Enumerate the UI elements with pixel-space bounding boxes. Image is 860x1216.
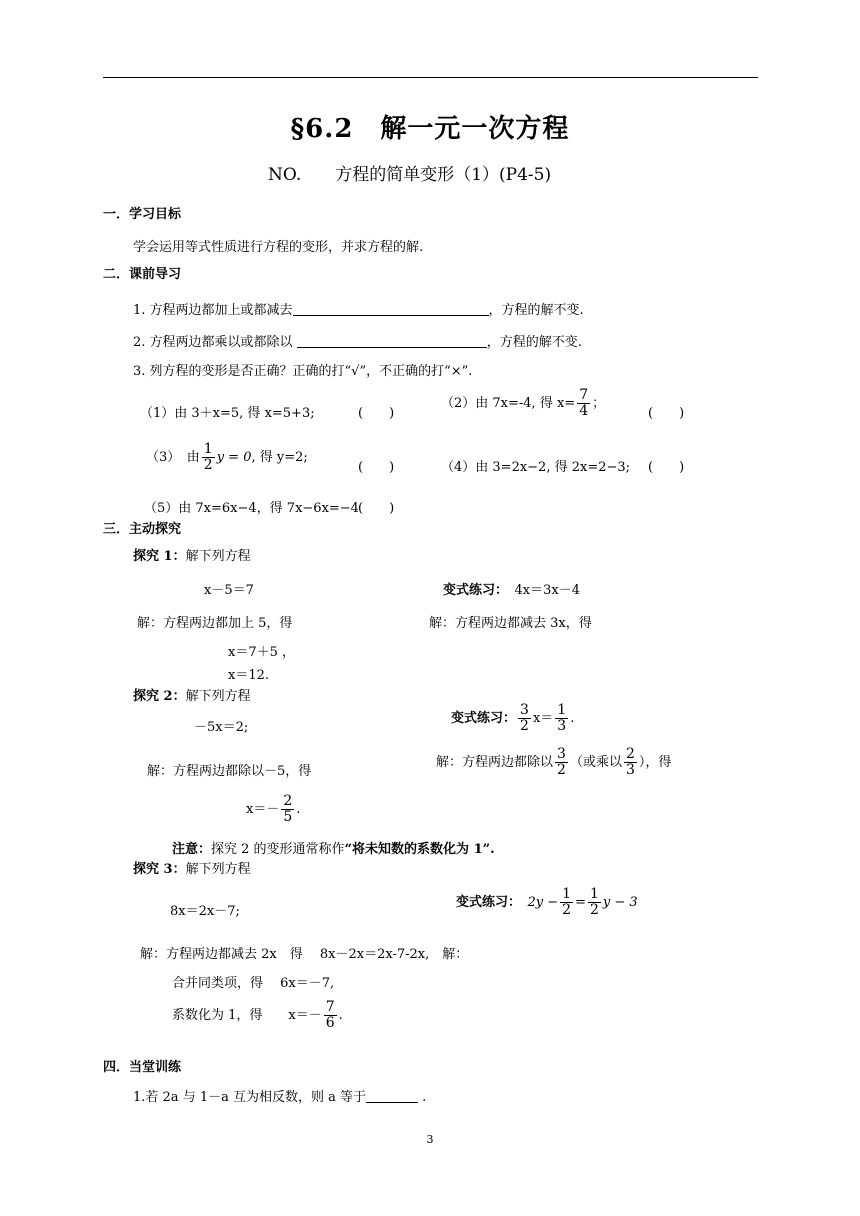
section-heading-preview: 二．课前导习 — [103, 267, 182, 282]
explore-1-equation: x－5＝7 — [204, 583, 254, 598]
problem-1: （1）由 3＋x=5, 得 x=5+3; — [140, 406, 315, 421]
explore-3-solution-2: 合并同类项，得 6x＝－7, — [172, 976, 335, 991]
problem-2 — [441, 388, 605, 419]
denominator: 3 — [625, 762, 635, 778]
p3-text: （3） 由 — [146, 450, 200, 465]
period: . — [570, 711, 575, 726]
variant-1 — [443, 579, 580, 598]
explore-1-solution-3: x＝12. — [228, 668, 270, 683]
explore-label: 探究 2： — [133, 689, 186, 704]
explore-3-solution-3 — [172, 1000, 343, 1031]
period: . — [338, 1008, 343, 1023]
page-number: 3 — [426, 1133, 434, 1146]
q1-suffix: ，方程的解不变. — [488, 303, 584, 318]
denominator: 2 — [520, 718, 529, 734]
variant-label: 变式练习： — [451, 711, 517, 726]
variant-3 — [456, 887, 638, 918]
q1-text: 1. 方程两边都加上或都减去 — [133, 303, 293, 318]
explore-3-solution-1: 解：方程两边都减去 2x 得 8x－2x＝2x-7-2x, 解： — [140, 947, 469, 962]
explore-3-equation: 8x＝2x－7; — [170, 904, 240, 919]
explore-3-heading — [133, 858, 251, 877]
practice-q1 — [133, 1086, 426, 1105]
preview-q2 — [133, 331, 582, 350]
note-text: 探究 2 的变形通常称作 — [211, 842, 345, 857]
q2-suffix: ，方程的解不变. — [486, 335, 582, 350]
fraction — [588, 887, 601, 918]
q2-text: 2. 方程两边都乘以或都除以 — [133, 335, 293, 350]
explore-label: 探究 3： — [133, 862, 186, 877]
explore-text: 解下列方程 — [185, 862, 251, 877]
p2-text: （2）由 7x=-4, 得 x= — [441, 396, 576, 411]
fraction — [555, 703, 568, 734]
solution-text: 解：方程两边都除以 — [436, 755, 554, 770]
problem-4: （4）由 3=2x−2, 得 2x=2−3; — [441, 460, 631, 475]
fraction — [560, 887, 573, 918]
note-emphasis: “将未知数的系数化为 1”. — [344, 842, 495, 857]
denominator: 2 — [562, 902, 572, 918]
explore-1-heading — [133, 545, 251, 564]
page-subtitle: NO. 方程的简单变形（1）(P4-5) — [268, 165, 552, 185]
numerator: 1 — [590, 886, 599, 902]
variant-equation: 4x＝3x－4 — [514, 583, 581, 598]
numerator: 7 — [325, 999, 335, 1015]
numerator: 3 — [557, 746, 566, 762]
fraction — [518, 703, 531, 734]
explore-2-answer — [246, 794, 300, 825]
equals-sign: = — [575, 895, 586, 910]
denominator: 4 — [579, 403, 589, 419]
page-title: §6.2 解一元一次方程 — [290, 114, 570, 144]
fraction — [577, 388, 590, 419]
fraction — [555, 747, 568, 778]
header-rule — [103, 77, 758, 78]
answer-text: x＝－ — [246, 802, 280, 817]
fraction — [202, 442, 215, 473]
explore-2-heading — [133, 685, 251, 704]
goals-text: 学会运用等式性质进行方程的变形，并求方程的解. — [133, 240, 424, 255]
denominator: 2 — [203, 457, 213, 473]
fraction — [624, 747, 637, 778]
explore-text: 解下列方程 — [185, 549, 251, 564]
fraction — [324, 1000, 337, 1031]
note-label: 注意： — [172, 842, 212, 857]
solution-text: 系数化为 1，得 x＝－ — [172, 1008, 322, 1023]
solution-text: ），得 — [638, 755, 672, 770]
problem-3 — [146, 442, 308, 473]
variant-term: 2y − — [527, 895, 559, 910]
explore-1-solution-2: x＝7＋5 ， — [228, 645, 296, 660]
paren-3[interactable]: ( ) — [358, 460, 395, 475]
practice-q1-blank[interactable] — [366, 1088, 418, 1103]
problem-5: （5）由 7x=6x−4，得 7x−6x=−4 — [144, 501, 359, 516]
practice-q1-text: 1.若 2a 与 1－a 互为相反数，则 a 等于 — [133, 1090, 366, 1105]
variant-2 — [451, 703, 574, 734]
explore-2-solution-1: 解：方程两边都除以－5，得 — [147, 764, 312, 779]
variant-label: 变式练习： — [456, 895, 515, 910]
p2-suffix: ； — [592, 396, 606, 411]
preview-q1 — [133, 299, 584, 318]
solution-text: （或乘以 — [569, 755, 622, 770]
note — [172, 838, 495, 857]
paren-4[interactable]: ( ) — [648, 460, 685, 475]
denominator: 3 — [557, 718, 567, 734]
numerator: 1 — [562, 886, 572, 902]
explore-text: 解下列方程 — [185, 689, 251, 704]
denominator: 2 — [557, 762, 566, 778]
preview-q3: 3. 列方程的变形是否正确？正确的打“√”，不正确的打“×”. — [133, 364, 473, 379]
variant-1-solution-1: 解：方程两边都减去 3x，得 — [429, 616, 592, 631]
p3-mid: y = 0 — [216, 450, 252, 465]
paren-2[interactable]: ( ) — [648, 406, 685, 421]
explore-2-equation: －5x＝2; — [194, 720, 249, 735]
numerator: 7 — [579, 387, 589, 403]
numerator: 1 — [203, 441, 213, 457]
paren-5[interactable]: ( ) — [358, 501, 395, 516]
numerator: 1 — [557, 702, 567, 718]
section-heading-goals: 一．学习目标 — [103, 207, 182, 222]
variant-mid: x＝ — [532, 711, 554, 726]
numerator: 3 — [520, 702, 529, 718]
paren-1[interactable]: ( ) — [358, 406, 395, 421]
period: . — [296, 802, 301, 817]
explore-1-solution-1: 解：方程两边都加上 5，得 — [137, 616, 293, 631]
numerator: 2 — [283, 793, 293, 809]
q1-blank[interactable] — [293, 301, 489, 316]
denominator: 2 — [590, 902, 599, 918]
variant-term: y − 3 — [602, 895, 638, 910]
denominator: 6 — [325, 1015, 335, 1031]
practice-q1-suffix: . — [418, 1090, 427, 1105]
section-heading-practice: 四．当堂训练 — [103, 1060, 182, 1075]
q2-blank[interactable] — [297, 333, 487, 348]
fraction — [281, 794, 294, 825]
variant-2-solution — [436, 747, 671, 778]
numerator: 2 — [625, 746, 635, 762]
variant-label: 变式练习： — [443, 583, 502, 598]
explore-label: 探究 1： — [133, 549, 186, 564]
p3-suffix: , 得 y=2; — [251, 450, 308, 465]
denominator: 5 — [283, 809, 293, 825]
section-heading-explore: 三．主动探究 — [103, 522, 182, 537]
